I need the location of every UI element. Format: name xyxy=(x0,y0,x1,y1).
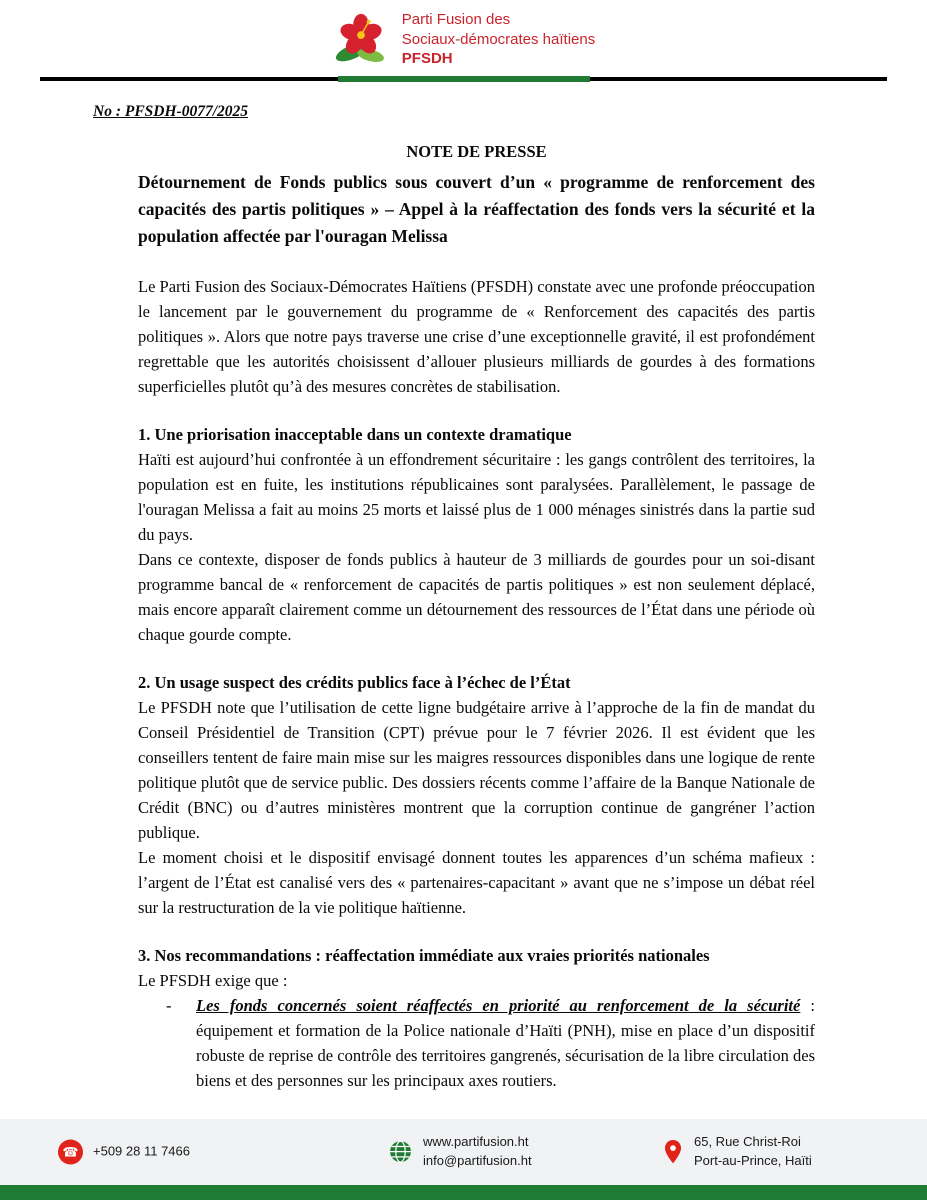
footer-web-block xyxy=(388,1133,532,1171)
footer-phone-block xyxy=(58,1140,190,1165)
recommendation-text xyxy=(196,993,815,1093)
recommendation-list-item xyxy=(166,993,815,1093)
footer-green-bar xyxy=(0,1185,927,1200)
section-1-paragraph-2: Dans ce contexte, disposer de fonds publics à hauteur de 3 milliards de gourdes pour un soi-disant programme bancal de « renforcement de capacités de partis politiques » est non seulement déplacé, mais encore apparaît clairement comme un détournement des ressources de l’État dans une période où chaque gourde compte. xyxy=(138,549,815,644)
address-line2: Port-au-Prince, Haïti xyxy=(694,1153,812,1168)
footer-contact-band xyxy=(0,1119,927,1185)
phone-icon: ☎ xyxy=(58,1140,83,1165)
org-name-block xyxy=(402,10,595,69)
email-address: info@partifusion.ht xyxy=(423,1153,532,1168)
bullet-dash-marker: - xyxy=(166,995,172,1015)
section-3-heading: 3. Nos recommandations : réaffectation immédiate aux vraies priorités nationales xyxy=(138,945,710,965)
intro-paragraph: Le Parti Fusion des Sociaux-Démocrates Haïtiens (PFSDH) constate avec une profonde préoccupation le lancement par le gouvernement du programme de « Renforcement des capacités des partis politiques ». Alors que notre pays traverse une crise d’une exceptionnelle gravité, il est profondément regrettable que les autorités choisissent d’allouer plusieurs milliards de gourdes à des formations superficielles plutôt qu’à des mesures concrètes de stabilisation. xyxy=(138,276,815,396)
recommendation-lead-suffix: : xyxy=(800,995,815,1015)
press-release-title: Détournement de Fonds publics sous couvert d’un « programme de renforcement des capacités des partis politiques » – Appel à la réaffectation des fonds vers la sécurité et la population affectée par l'ouragan Melissa xyxy=(138,171,815,246)
org-name-line1: Parti Fusion des xyxy=(401,11,511,28)
document-type-heading: NOTE DE PRESSE xyxy=(406,141,547,161)
letterhead xyxy=(0,0,927,69)
address-text xyxy=(694,1133,812,1171)
section-2-paragraph-1: Le PFSDH note que l’utilisation de cette ligne budgétaire arrive à l’approche de la fin de mandat du Conseil Présidentiel de Transition (CPT) prévue pour le 7 février 2026. Il est évident que les conseillers tentent de faire main mise sur les maigres ressources disponibles dans une logique de rente politique plutôt que de service public. Des dossiers récents comme l’affaire de la Banque Nationale de Crédit (BNC) ou d’autres ministères montrent que la corruption continue de gangréner l’action publique. xyxy=(138,697,815,842)
location-pin-icon xyxy=(662,1140,684,1165)
section-1-heading: 1. Une priorisation inacceptable dans un contexte dramatique xyxy=(138,424,572,444)
recommendation-lead: Les fonds concernés soient réaffectés en priorité au renforcement de la sécurité xyxy=(196,995,801,1015)
org-acronym: PFSDH xyxy=(401,50,453,67)
section-3-intro: Le PFSDH exige que : xyxy=(138,970,288,990)
phone-number: +509 28 11 7466 xyxy=(93,1143,190,1159)
website-url: www.partifusion.ht xyxy=(423,1134,529,1150)
web-contact-text xyxy=(423,1133,532,1171)
section-2-heading: 2. Un usage suspect des crédits publics face à l’échec de l’État xyxy=(138,672,571,692)
header-divider xyxy=(40,77,887,81)
globe-icon xyxy=(388,1140,413,1165)
footer-address-block xyxy=(662,1133,812,1171)
section-1-paragraph-1: Haïti est aujourd’hui confrontée à un effondrement sécuritaire : les gangs contrôlent des territoires, la population est en fuite, les institutions républicaines sont paralysées. Parallèlement, le passage de l'ouragan Melissa a fait au moins 25 morts et laissé plus de 1 000 ménages sinistrés dans la partie sud du pays. xyxy=(138,449,815,544)
header-divider-green-segment xyxy=(338,76,590,82)
recommendation-detail: équipement et formation de la Police nationale d’Haïti (PNH), mise en place d’un dispositif robuste de reprise de contrôle des territoires gangrenés, sécurisation de la libre circulation des biens et des personnes sur les principaux axes routiers. xyxy=(196,1020,815,1090)
org-name-line2: Sociaux-démocrates haïtiens xyxy=(401,30,596,48)
address-line1: 65, Rue Christ-Roi xyxy=(694,1134,801,1150)
page-footer xyxy=(0,1119,927,1200)
press-release-body xyxy=(138,139,815,1093)
section-2-paragraph-2: Le moment choisi et le dispositif envisagé donnent toutes les apparences d’un schéma mafieux : l’argent de l’État est canalisé vers des « partenaires-capacitant » avant que ne s’impose un débat réel sur la restructuration de la vie politique haïtienne. xyxy=(138,847,815,917)
party-logo-flower-icon xyxy=(332,10,390,68)
reference-number: No : PFSDH-0077/2025 xyxy=(93,102,248,120)
